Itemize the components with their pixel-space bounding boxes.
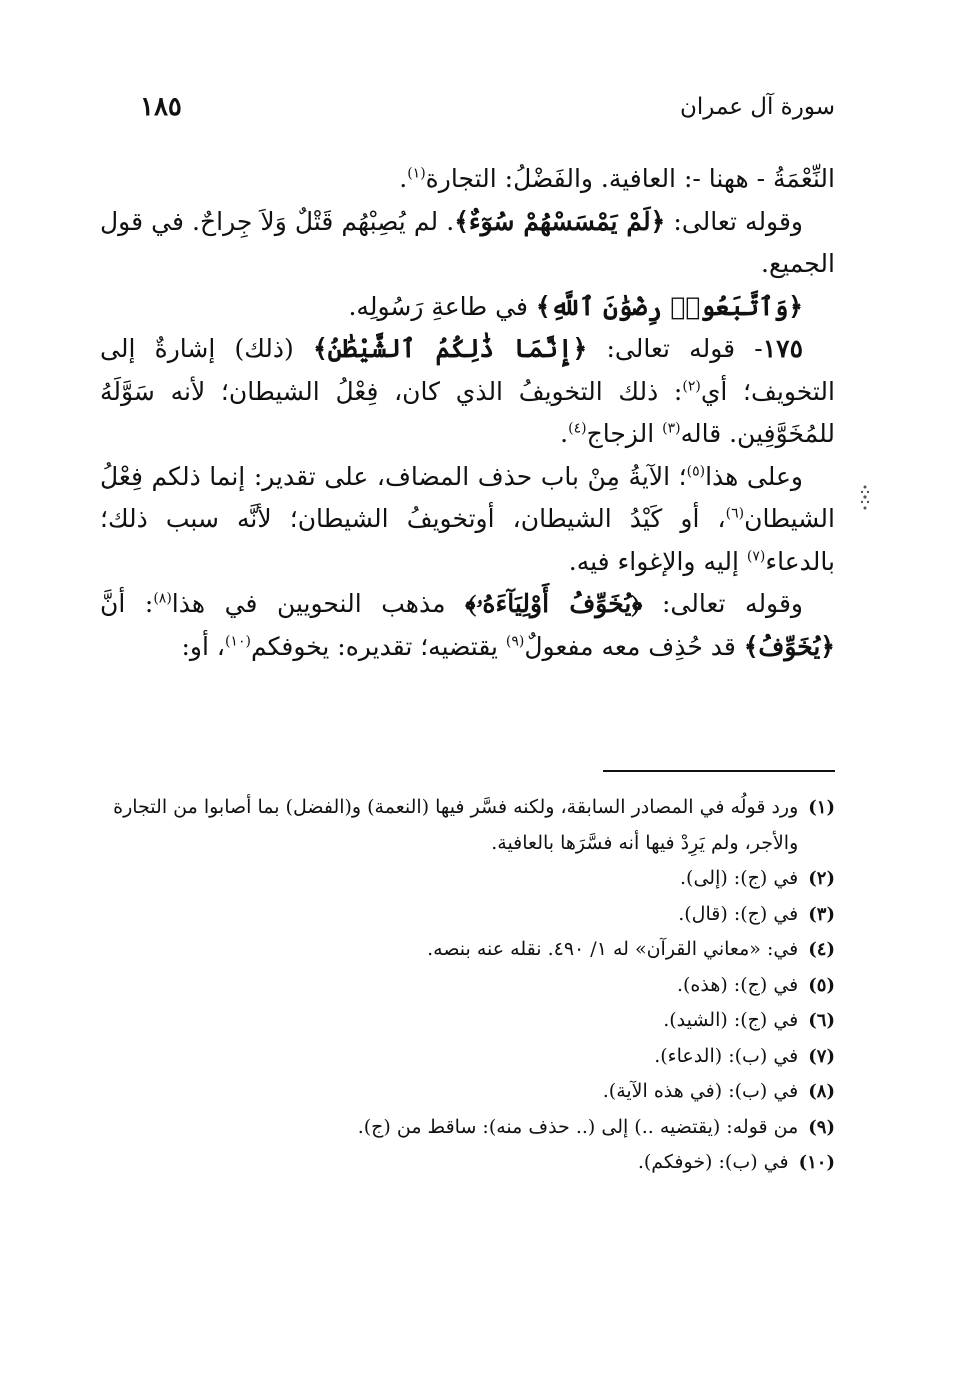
text-run: ؛ الآيةُ مِنْ باب حذف المضاف، على تقدير: إنما ذلكم فِعْلُ الشيطان xyxy=(100,461,835,533)
footnote xyxy=(100,1003,835,1039)
text-run: الزجاج xyxy=(586,419,663,448)
text-run: وقوله تعالى: xyxy=(665,206,803,236)
footnote-number: (٥) xyxy=(808,974,835,996)
footnote-ref: (٢) xyxy=(682,378,701,395)
footnote-text: من قوله: (يقتضيه ..) إلى (.. حذف منه): ساقط من (ج). xyxy=(357,1115,799,1138)
paragraph-6 xyxy=(100,583,835,668)
margin-ornament-icon xyxy=(858,484,872,512)
quran-verse: ﴿لَمْ يَمْسَسْهُمْ سُوٓءٌ﴾ xyxy=(454,206,666,236)
footnote-ref: (٩) xyxy=(505,633,525,650)
text-run: (ذلك) إشارةٌ إلى التخويف؛ أي xyxy=(100,334,835,406)
footnote-ref: (٨) xyxy=(153,590,172,607)
page-header xyxy=(140,92,835,132)
main-text xyxy=(100,158,835,668)
text-run: وعلى هذا xyxy=(705,461,803,491)
text-run: مذهب النحويين في هذا xyxy=(171,589,466,618)
quran-verse: ﴿يُخَوِّفُ﴾ xyxy=(743,631,835,661)
text-run: : أنَّ xyxy=(100,589,154,618)
footnote-text: في (ب): (الدعاء). xyxy=(654,1044,799,1067)
footnote xyxy=(100,932,835,968)
footnote-number: (١٠) xyxy=(798,1152,835,1173)
text-run: . xyxy=(399,164,408,193)
footnote-text: في (ج): (هذه). xyxy=(676,973,799,996)
text-run: . xyxy=(560,419,569,448)
footnote-number: (١) xyxy=(808,797,835,818)
footnote-number: (٤) xyxy=(808,939,835,960)
page-number: ١٨٥ xyxy=(140,92,182,122)
footnote-ref: (٣) xyxy=(662,420,681,437)
running-title: سورة آل عمران xyxy=(679,94,835,120)
text-run: إليه والإغواء فيه. xyxy=(568,546,747,576)
footnote-ref: (٥) xyxy=(686,463,706,480)
footnote-ref: (٤) xyxy=(568,420,587,437)
footnote-text: ورد قولُه في المصادر السابقة، ولكنه فسَّر فيها (النعمة) و(الفضل) بما أصابوا من التجارة والأجر، ولم يَرِدْ فيها أنه فسَّرَها بالعافية. xyxy=(113,796,799,854)
footnote-text: في (ج): (قال). xyxy=(678,902,799,925)
text-run: . لم يُصِبْهُم قَتْلٌ وَلاَ جِراحٌ. في قول الجميع. xyxy=(100,206,835,278)
footnotes xyxy=(100,790,835,1181)
text-run: في طاعةِ رَسُولِه. xyxy=(348,291,536,321)
footnote xyxy=(100,897,835,933)
paragraph-1 xyxy=(100,158,835,201)
text-run: : ذلك التخويفُ الذي كان، فِعْلُ الشيطان؛ لأنه سَوَّلَهُ للمُخَوَّفِين. قاله xyxy=(100,376,835,448)
text-run: قد حُذِف معه مفعولٌ xyxy=(524,631,744,661)
text-run: ، أو: xyxy=(181,631,225,661)
footnote xyxy=(100,790,835,861)
footnote xyxy=(100,968,835,1004)
footnote xyxy=(100,1039,835,1075)
footnote-text: في (ب): (في هذه الآية). xyxy=(602,1080,799,1102)
paragraph-3 xyxy=(100,286,835,329)
footnote-number: (٨) xyxy=(808,1081,835,1102)
paragraph-5 xyxy=(100,456,835,584)
footnote-number: (٢) xyxy=(808,868,835,889)
footnote-ref: (٦) xyxy=(725,505,745,522)
quran-verse: ﴿إِنَّمَا ذَٰلِكُمُ ٱلشَّيْطَٰنُ﴾ xyxy=(313,334,588,363)
footnote-number: (٣) xyxy=(808,903,835,925)
text-run: ، أو كَيْدُ الشيطان، أوتخويفُ الشيطان؛ لأنَّه سبب ذلك؛ بالدعاء xyxy=(100,504,835,576)
footnote-number: (٦) xyxy=(808,1010,835,1031)
footnote-text: في (ج): (الشيد). xyxy=(663,1009,799,1031)
footnote-text: في (ب): (خوفكم). xyxy=(637,1151,789,1173)
text-run: يقتضيه؛ تقديره: يخوفكم xyxy=(250,631,506,661)
footnote-separator xyxy=(603,770,835,772)
quran-verse: ﴿يُخَوِّفُ أَوْلِيَآءَهُۥ﴾ xyxy=(465,589,643,618)
footnote-text: في (ج): (إلى). xyxy=(680,867,799,889)
footnote-ref: (٧) xyxy=(746,548,766,565)
footnote-number: (٩) xyxy=(808,1116,835,1138)
footnote-number: (٧) xyxy=(808,1045,835,1067)
verse-number: ١٧٥ xyxy=(762,334,804,363)
text-run: النِّعْمَةُ - ههنا -: العافية. والفَضْلُ: التجارة xyxy=(425,164,835,193)
footnote xyxy=(100,861,835,897)
quran-verse: ﴿وَٱتَّبَعُوا۟ رِضْوَٰنَ ٱللَّهِ﴾ xyxy=(535,291,803,321)
paragraph-4 xyxy=(100,328,835,456)
footnote-text: في: «معاني القرآن» له ١/ ٤٩٠. نقله عنه بنصه. xyxy=(427,938,799,960)
footnote xyxy=(100,1110,835,1146)
footnote xyxy=(100,1074,835,1110)
footnote-ref: (١) xyxy=(407,165,426,182)
text-run: - قوله تعالى: xyxy=(587,334,763,363)
footnote-ref: (١٠) xyxy=(224,633,251,650)
footnote xyxy=(100,1145,835,1181)
paragraph-2 xyxy=(100,201,835,286)
text-run: وقوله تعالى: xyxy=(642,589,803,618)
